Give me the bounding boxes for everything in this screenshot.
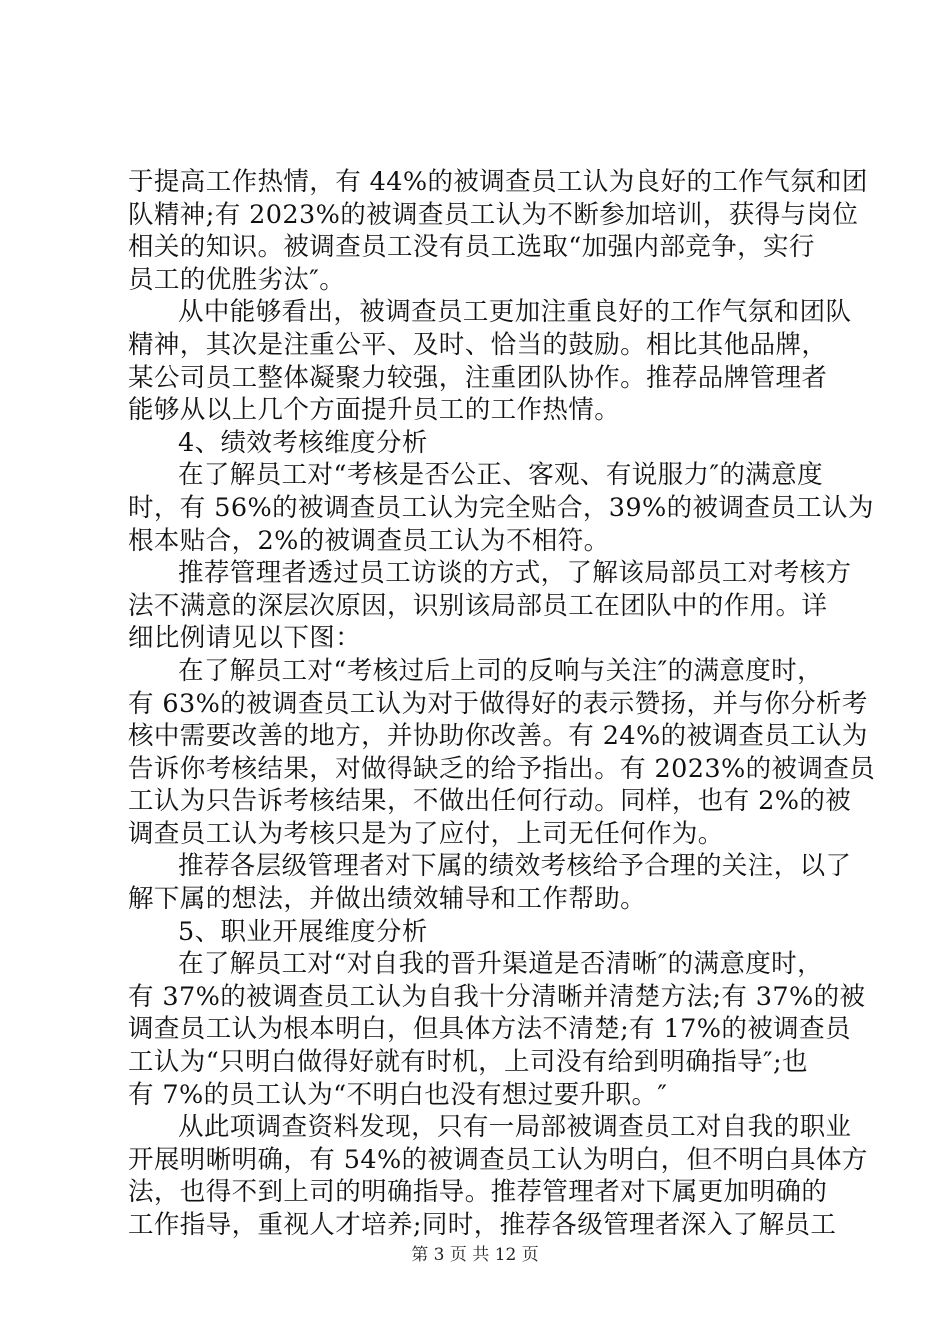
- body-line: 法不满意的深层次原因，识别该局部员工在团队中的作用。详: [128, 591, 828, 621]
- body-line: 根本贴合，2%的被调查员工认为不相符。: [128, 526, 610, 556]
- body-line: 员工的优胜劣汰″。: [128, 265, 346, 295]
- body-line: 调查员工认为根本明白，但具体方法不清楚;有 17%的被调查员: [128, 1014, 851, 1044]
- body-line: 有 7%的员工认为“不明白也没有想过要升职。″: [128, 1080, 668, 1110]
- body-line: 有 63%的被调查员工认为对于做得好的表示赞扬，并与你分析考: [128, 689, 868, 719]
- body-line: 核中需要改善的地方，并协助你改善。有 24%的被调查员工认为: [128, 721, 868, 751]
- paragraph-start-line: 从此项调查资料发现，只有一局部被调查员工对自我的职业: [178, 1112, 852, 1142]
- paragraph-start-line: 推荐各层级管理者对下属的绩效考核给予合理的关注，以了: [178, 851, 852, 881]
- body-line: 于提高工作热情，有 44%的被调查员工认为良好的工作气氛和团: [128, 167, 868, 197]
- body-line: 告诉你考核结果，对做得缺乏的给予指出。有 2023%的被调查员: [128, 754, 876, 784]
- body-line: 解下属的想法，并做出绩效辅导和工作帮助。: [128, 884, 647, 914]
- paragraph-start-line: 从中能够看出，被调查员工更加注重良好的工作气氛和团队: [178, 297, 852, 327]
- body-line: 工认为只告诉考核结果，不做出任何行动。同样，也有 2%的被: [128, 786, 852, 816]
- body-line: 调查员工认为考核只是为了应付，上司无任何作为。: [128, 819, 724, 849]
- paragraph-start-line: 在了解员工对“对自我的晋升渠道是否清晰″的满意度时，: [178, 949, 823, 979]
- body-line: 工认为“只明白做得好就有时机，上司没有给到明确指导″;也: [128, 1047, 808, 1077]
- page-number-footer: 第 3 页 共 12 页: [411, 1245, 539, 1265]
- body-line: 某公司员工整体凝聚力较强，注重团队协作。推荐品牌管理者: [128, 363, 828, 393]
- section-heading-5: 5、职业开展维度分析: [178, 917, 428, 947]
- body-line: 能够从以上几个方面提升员工的工作热情。: [128, 395, 621, 425]
- body-line: 时，有 56%的被调查员工认为完全贴合，39%的被调查员工认为: [128, 493, 874, 523]
- body-line: 有 37%的被调查员工认为自我十分清晰并清楚方法;有 37%的被: [128, 982, 866, 1012]
- paragraph-start-line: 在了解员工对“考核是否公正、客观、有说服力″的满意度: [178, 460, 823, 490]
- body-line: 工作指导，重视人才培养;同时，推荐各级管理者深入了解员工: [128, 1210, 837, 1240]
- body-line: 相关的知识。被调查员工没有员工选取“加强内部竞争，实行: [128, 232, 815, 262]
- paragraph-start-line: 推荐管理者透过员工访谈的方式，了解该局部员工对考核方: [178, 558, 852, 588]
- paragraph-start-line: 在了解员工对“考核过后上司的反响与关注″的满意度时，: [178, 656, 823, 686]
- body-line: 法，也得不到上司的明确指导。推荐管理者对下属更加明确的: [128, 1177, 828, 1207]
- body-line: 队精神;有 2023%的被调查员工认为不断参加培训，获得与岗位: [128, 200, 859, 230]
- section-heading-4: 4、绩效考核维度分析: [178, 428, 428, 458]
- body-line: 精神，其次是注重公平、及时、恰当的鼓励。相比其他品牌，: [128, 330, 828, 360]
- body-line: 细比例请见以下图：: [128, 623, 362, 653]
- body-line: 开展明晰明确，有 54%的被调查员工认为明白，但不明白具体方: [128, 1145, 868, 1175]
